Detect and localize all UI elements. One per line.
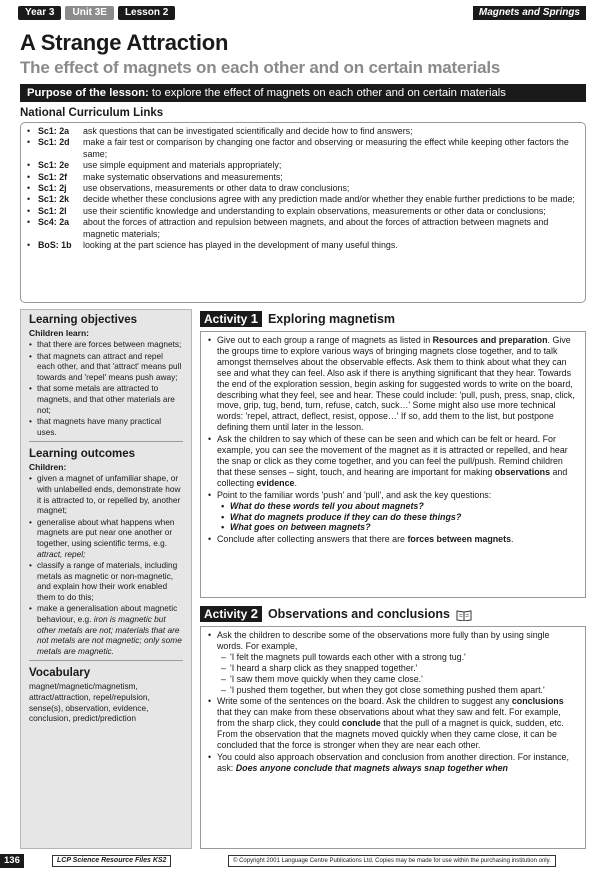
curriculum-code: Sc1: 2k — [38, 194, 70, 205]
topic-tag: Magnets and Springs — [473, 6, 586, 20]
example-quote: – 'I saw them move quickly when they came close.' — [221, 674, 578, 685]
activity2-badge: Activity 2 — [200, 606, 262, 622]
list-item: • You could also approach observation and conclusion from another direction. For instance, ask: Does anyone conclude that magnets always snap together when — [208, 752, 578, 774]
purpose-label: Purpose of the lesson: — [27, 87, 149, 99]
curriculum-code: Sc1: 2e — [38, 160, 70, 171]
list-item: • that some metals are attracted to magnets, and that other materials are not; — [29, 383, 183, 415]
curriculum-box — [20, 122, 586, 303]
list-item: • Ask the children to say which of these can be seen and which can be felt or heard. For example, you can see the movement of the magnet as it is attracted or repelled, and hear the snap or click as they come together, and you can feel the pull/push. Remind children that these senses – sight, touch, and hearing are important for making observations and collecting evidence. — [208, 434, 578, 489]
divider — [29, 441, 183, 442]
activity1-badge: Activity 1 — [200, 311, 262, 327]
curriculum-heading: National Curriculum Links — [20, 107, 164, 119]
curriculum-item: • Sc1: 2l use their scientific knowledge and understanding to explain observations, measurements or other data or conclusions; — [27, 206, 579, 217]
curriculum-code: Sc4: 2a — [38, 217, 70, 228]
outcomes-sub: Children: — [29, 462, 67, 473]
curriculum-text: looking at the part science has played in the development of many useful things. — [83, 240, 398, 251]
curriculum-text: use their scientific knowledge and understanding to explain observations, measurements or other data or conclusions; — [83, 205, 546, 216]
curriculum-item: • Sc1: 2e use simple equipment and materials appropriately; — [27, 160, 579, 171]
unit-tag: Unit 3E — [65, 6, 113, 20]
curriculum-code: Sc1: 2l — [38, 205, 67, 216]
curriculum-code: Sc1: 2j — [38, 183, 67, 194]
list-item: • make a generalisation about magnetic behaviour, e.g. iron is magnetic but other metals are not; materials that are not metals are not magnetic; only some metals are magnetic. — [29, 603, 183, 656]
curriculum-text: ask questions that can be investigated scientifically and decide how to find answers; — [83, 126, 413, 136]
curriculum-text: make a fair test or comparison by changing one factor and observing or measuring the effect while keeping other factors the same; — [83, 137, 569, 159]
list-item: • that there are forces between magnets; — [29, 339, 183, 350]
curriculum-item: • Sc4: 2a about the forces of attraction and repulsion between magnets, and about the forces of attraction between magnets and magnetic materials; — [27, 217, 579, 240]
curriculum-item: • BoS: 1b looking at the part science has played in the development of many useful things. — [27, 240, 579, 251]
key-question: • What do magnets produce if they can do these things? — [221, 512, 578, 523]
objectives-sub: Children learn: — [29, 328, 89, 338]
objectives-list — [29, 339, 183, 437]
curriculum-text: decide whether these conclusions agree with any prediction made and/or whether they enable further predictions to be made; — [83, 194, 575, 205]
curriculum-code: BoS: 1b — [38, 240, 72, 251]
purpose-text: to explore the effect of magnets on each other and on certain materials — [151, 87, 506, 99]
page-number: 136 — [0, 854, 24, 868]
outcomes-list — [29, 473, 183, 656]
key-question: • What do these words tell you about magnets? — [221, 501, 578, 512]
curriculum-text: use observations, measurements or other data to draw conclusions; — [83, 183, 350, 194]
list-item: • given a magnet of unfamiliar shape, or with unlabelled ends, demonstrate how it is attracted to, or repelled by, another magnet; — [29, 473, 183, 515]
list-item: • Point to the familiar words 'push' and 'pull', and ask the key questions: • What do these words tell you about magnets? • What do magnets produce if they can do these things? • What goes on between magnets? — [208, 490, 578, 534]
curriculum-code: Sc1: 2f — [38, 171, 68, 182]
curriculum-text: about the forces of attraction and repulsion between magnets, and about the forces of attraction between magnets and magnetic materials; — [83, 217, 549, 239]
footer-title: LCP Science Resource Files KS2 — [52, 855, 171, 867]
footer-copyright: © Copyright 2001 Language Centre Publications Ltd. Copies may be made for use within the purchasing institution only. — [228, 855, 556, 867]
list-item: • that magnets have many practical uses. — [29, 416, 183, 437]
curriculum-code: Sc1: 2d — [38, 137, 70, 148]
divider — [29, 660, 183, 661]
page-title: A Strange Attraction — [20, 30, 229, 55]
book-icon — [456, 608, 472, 620]
header-tags — [18, 6, 175, 20]
curriculum-text: make systematic observations and measurements; — [83, 171, 283, 182]
purpose-bar — [20, 84, 586, 102]
curriculum-item: • Sc1: 2k decide whether these conclusions agree with any prediction made and/or whether they enable further predictions to be made; — [27, 194, 579, 205]
example-quote: – 'I felt the magnets pull towards each other with a strong tug.' — [221, 652, 578, 663]
objectives-heading: Learning objectives — [29, 314, 138, 326]
objectives-panel — [20, 309, 192, 849]
curriculum-text: use simple equipment and materials appropriately; — [83, 160, 282, 171]
vocabulary-text: magnet/magnetic/magnetism, attract/attraction, repel/repulsion, sense(s), observation, evidence, conclusion, predict/prediction — [29, 681, 150, 724]
list-item: • Ask the children to describe some of the observations more fully than by using single words. For example, – 'I felt the magnets pull towards each other with a strong tug.' – 'I heard a sharp click as they snapped together.' – 'I saw them move quickly when they came close.' – 'I pushed them together, but when they got close something pushed them apart.' — [208, 630, 578, 695]
outcomes-heading: Learning outcomes — [29, 448, 136, 461]
vocabulary-heading: Vocabulary — [29, 667, 91, 680]
list-item: • Conclude after collecting answers that there are forces between magnets. — [208, 534, 578, 545]
lesson-tag: Lesson 2 — [118, 6, 175, 20]
key-question: • What goes on between magnets? — [221, 522, 578, 533]
list-item: • Write some of the sentences on the board. Ask the children to suggest any conclusions that they can make from these observations about what they saw and felt. For example, from the sharp click, they could conclude that the pull of a magnet is quick, sudden, etc. From the observation that the magnets moved quickly when they came close, it can be concluded that the force is stronger when they are near each other. — [208, 696, 578, 751]
page-subtitle: The effect of magnets on each other and on certain materials — [20, 58, 501, 77]
list-item: • Give out to each group a range of magnets as listed in Resources and preparation. Give the groups time to explore various ways of bringing magnets close together, and to talk amongst themselves about the observable effects. Ask them to think about what they can see and what they can feel. Also ask if there is anything significant that they hear. Towards the end of the exploration session, begin asking for suggested words to write on the board, describing what they feel, see and hear. These could include: 'pull, push, press, snap, click, move, grip, tug, bend, turn, refuse, catch, suck…' Some might also use more technical words: 'repel, attract, deflect, resist, oppose…' If so, add them to the list, but postpone defining them until later in the lesson. — [208, 335, 578, 433]
list-item: • that magnets can attract and repel each other, and that 'attract' means pull towards and 'repel' means push away; — [29, 351, 183, 383]
activity1-header — [200, 311, 395, 327]
example-quote: – 'I pushed them together, but when they got close something pushed them apart.' — [221, 685, 578, 696]
page-footer — [0, 854, 600, 868]
curriculum-item: • Sc1: 2f make systematic observations and measurements; — [27, 172, 579, 183]
curriculum-item: • Sc1: 2d make a fair test or comparison by changing one factor and observing or measuring the effect while keeping other factors the same; — [27, 137, 579, 160]
list-item: • classify a range of materials, including metals as magnetic or non-magnetic, and explain how their work enabled them to do this; — [29, 560, 183, 602]
activity1-box — [200, 331, 586, 598]
list-item: • generalise about what happens when magnets are put near one another or together, using scientific terms, e.g. attract, repel; — [29, 517, 183, 559]
activity2-header — [200, 606, 472, 622]
year-tag: Year 3 — [18, 6, 61, 20]
activity2-title: Observations and conclusions — [267, 607, 450, 621]
curriculum-item: • Sc1: 2j use observations, measurements or other data to draw conclusions; — [27, 183, 579, 194]
example-quote: – 'I heard a sharp click as they snapped together.' — [221, 663, 578, 674]
curriculum-code: Sc1: 2a — [38, 126, 70, 136]
activity1-title: Exploring magnetism — [267, 312, 396, 326]
curriculum-item: • Sc1: 2a ask questions that can be investigated scientifically and decide how to find answers; — [27, 126, 579, 137]
activity2-box — [200, 626, 586, 849]
